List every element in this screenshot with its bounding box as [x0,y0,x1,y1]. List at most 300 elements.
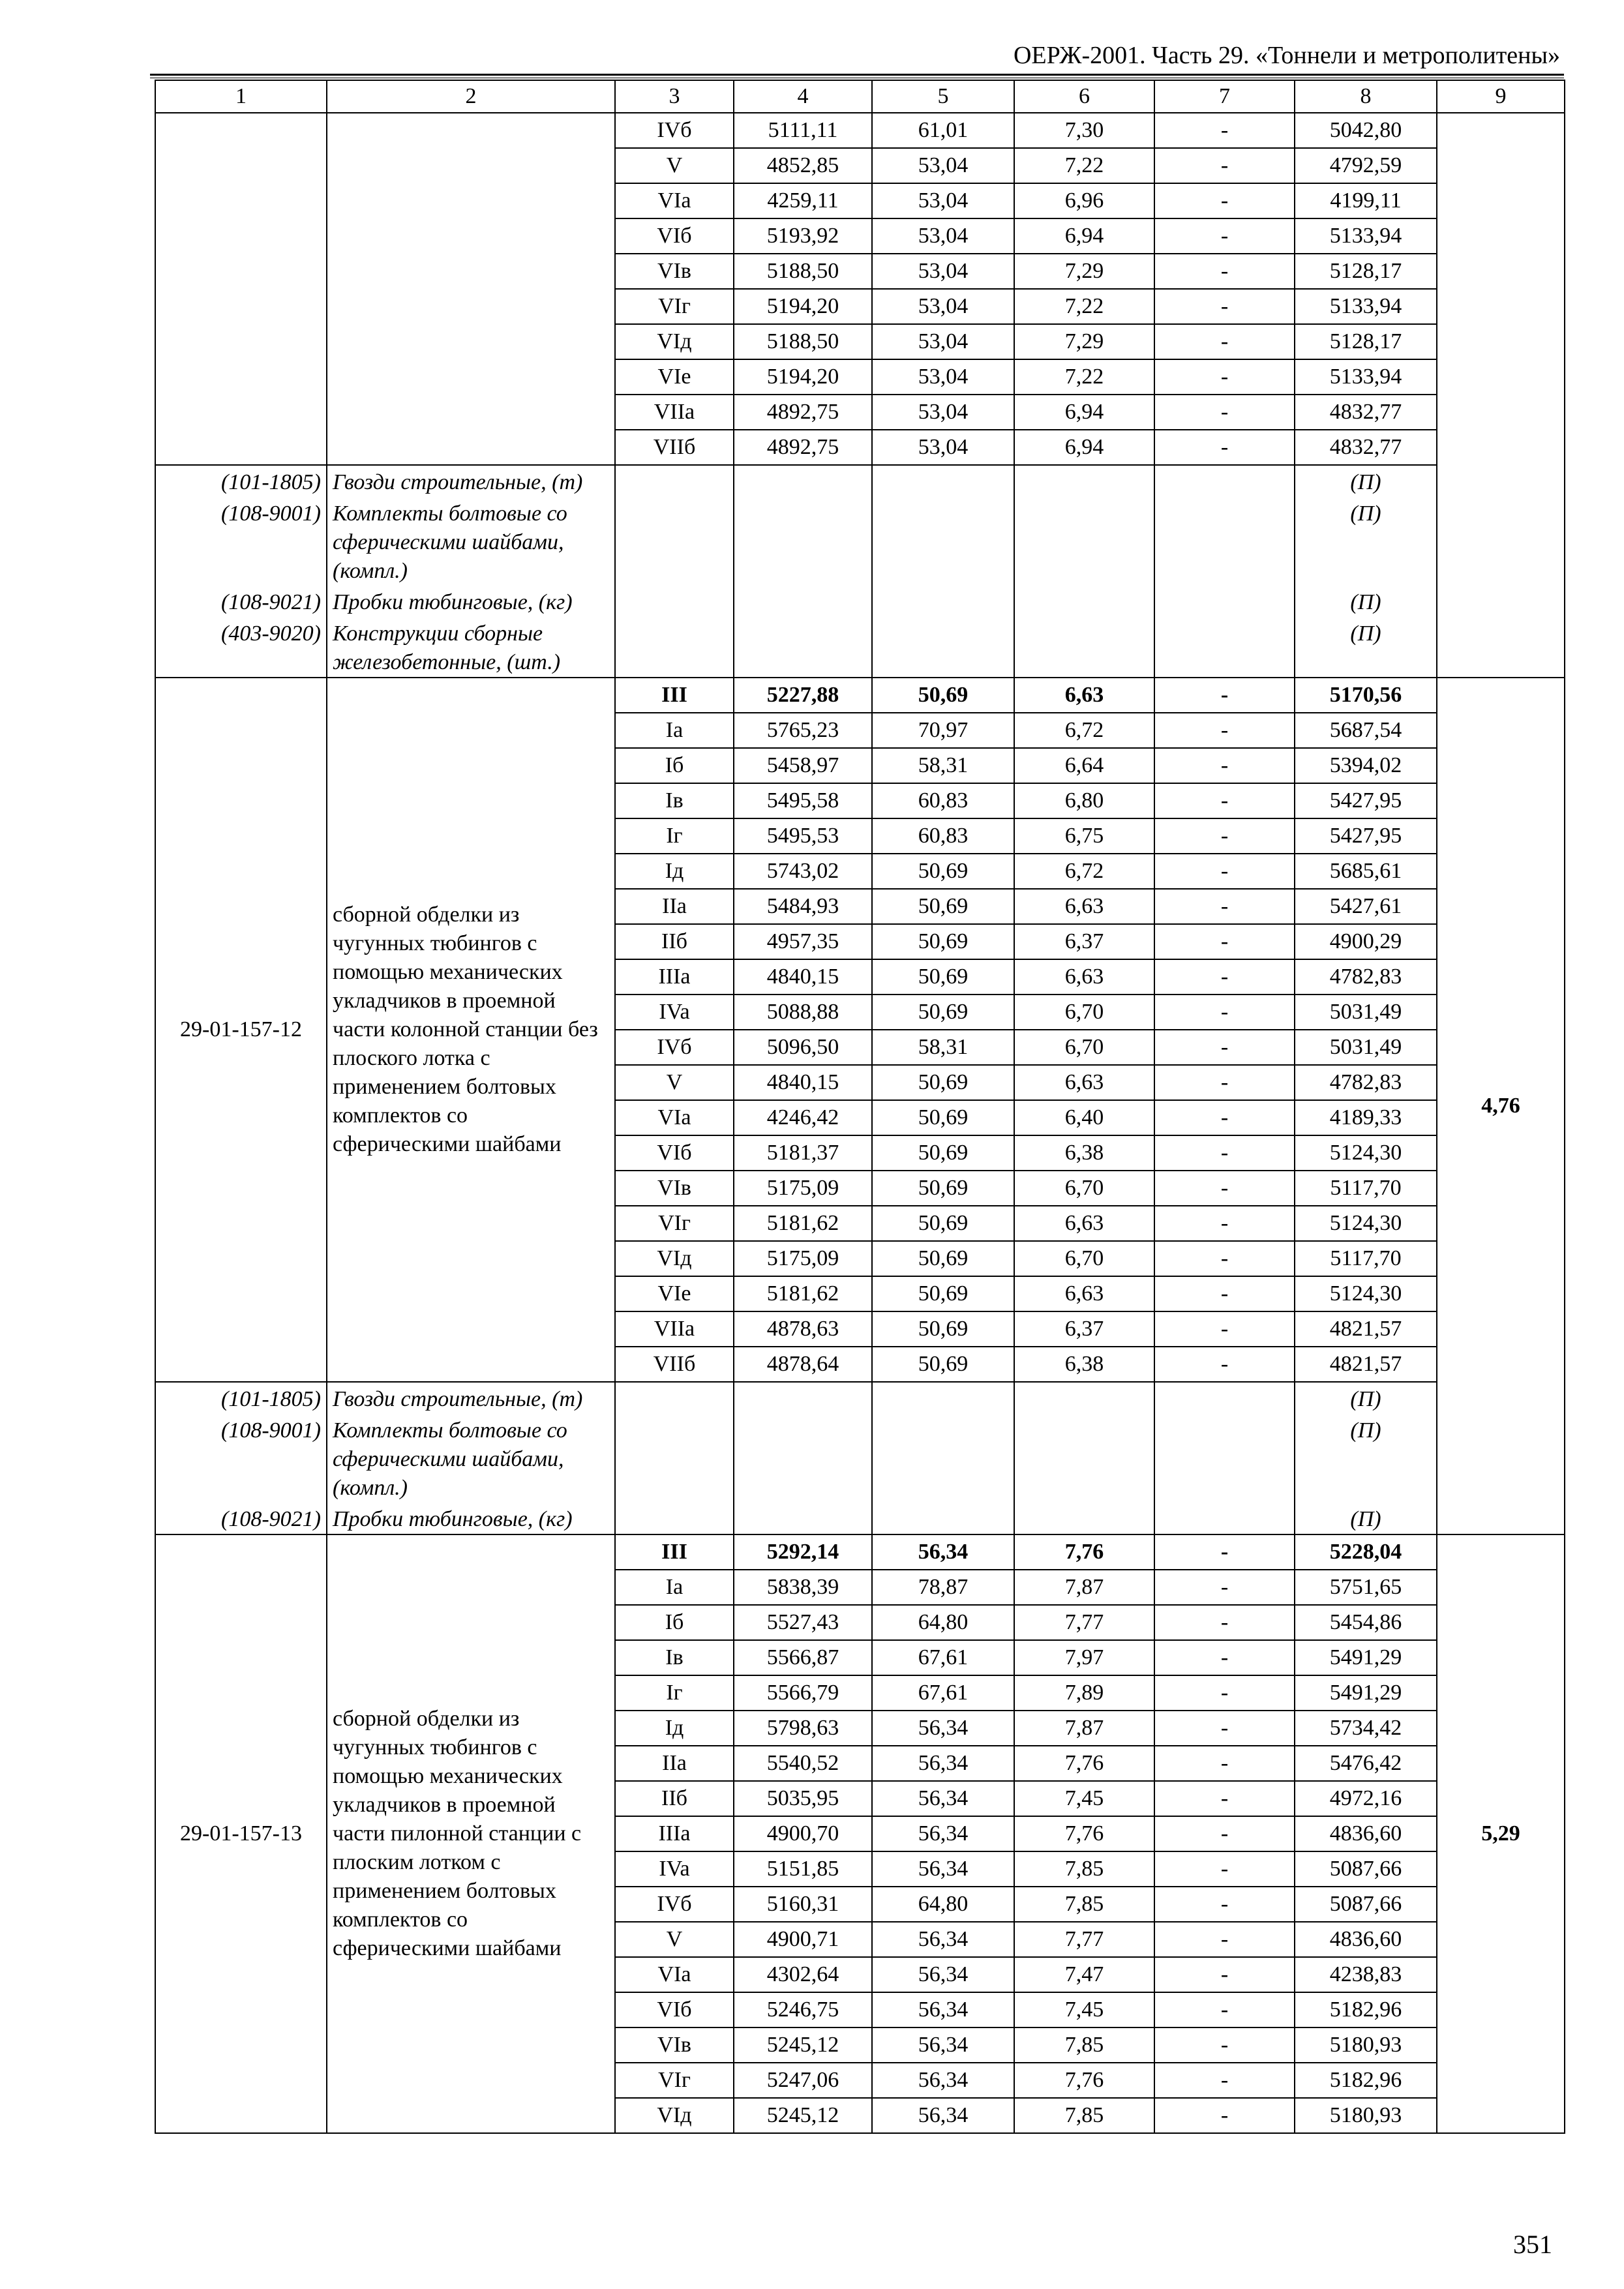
price-table [155,80,1565,2134]
materials-row [155,1382,1565,1534]
table-cell: 6,80 [1014,783,1154,818]
zone-label: IIa [615,1746,734,1781]
zone-label: IVa [615,1851,734,1887]
zone-label: Iг [615,818,734,854]
table-cell: 6,70 [1014,1030,1154,1065]
zone-label: IVa [615,995,734,1030]
table-cell: 5181,37 [734,1135,872,1171]
zone-label: V [615,148,734,183]
table-cell: 4821,57 [1295,1311,1437,1347]
table-cell: 7,47 [1014,1957,1154,1992]
table-cell: 50,69 [872,995,1014,1030]
table-cell: 60,83 [872,818,1014,854]
table-cell: 5685,61 [1295,854,1437,889]
table-cell: - [1154,783,1295,818]
table-cell: - [1154,2027,1295,2063]
table-cell: 4259,11 [734,183,872,218]
table-cell: 7,30 [1014,113,1154,148]
table-cell: 5743,02 [734,854,872,889]
table-cell: 61,01 [872,113,1014,148]
table-cell: 50,69 [872,889,1014,924]
material-name: Комплекты болтовые со сферическими шайбами, (компл.) [333,1418,567,1500]
table-cell: 5394,02 [1295,748,1437,783]
table-cell: 6,75 [1014,818,1154,854]
table-cell: 6,70 [1014,1171,1154,1206]
table-cell: - [1154,113,1295,148]
table-cell: 53,04 [872,359,1014,395]
table-cell: 5188,50 [734,254,872,289]
table-cell: - [1154,1135,1295,1171]
material-code: (108-9021) [221,590,321,614]
table-row [155,113,1565,148]
weight-cell [1437,113,1565,678]
table-cell: 60,83 [872,783,1014,818]
zone-label: VIг [615,1206,734,1241]
table-cell: 56,34 [872,1711,1014,1746]
table-cell: 50,69 [872,959,1014,995]
table-cell: 6,63 [1014,1276,1154,1311]
table-cell: 5087,66 [1295,1887,1437,1922]
table-cell: 4302,64 [734,1957,872,1992]
table-cell: 56,34 [872,1851,1014,1887]
table-cell: 5133,94 [1295,289,1437,324]
material-code: (101-1805) [221,470,321,494]
empty-cell [615,1382,734,1534]
table-cell: 56,34 [872,2063,1014,2098]
table-cell: 4792,59 [1295,148,1437,183]
table-cell: 67,61 [872,1640,1014,1675]
table-cell: 67,61 [872,1675,1014,1711]
table-cell: 4840,15 [734,1065,872,1100]
table-cell: 5188,50 [734,324,872,359]
zone-label: VIa [615,1100,734,1135]
material-code: (108-9001) [221,1418,321,1443]
table-cell: 5180,93 [1295,2027,1437,2063]
table-cell: 5227,88 [734,678,872,713]
table-cell: 64,80 [872,1605,1014,1640]
table-cell: 50,69 [872,678,1014,713]
table-cell: 6,94 [1014,395,1154,430]
table-cell: 6,63 [1014,678,1154,713]
materials-row [155,465,1565,678]
table-cell: 6,70 [1014,1241,1154,1276]
material-codes [155,465,327,678]
material-mark: (П) [1350,590,1381,614]
table-cell: 5484,93 [734,889,872,924]
empty-cell [872,1382,1014,1534]
rate-description: сборной обделки из чугунных тюбингов с помощью механических укладчиков в проемной части колонной станции без плоского лотка с применением болтовых комплектов со сферическими шайбами [327,678,615,1382]
material-marks [1295,465,1437,678]
material-code: (403-9020) [221,621,321,646]
table-cell: 4189,33 [1295,1100,1437,1135]
column-number: 7 [1154,80,1295,113]
table-cell: 5454,86 [1295,1605,1437,1640]
zone-label: Iг [615,1675,734,1711]
table-cell: 4782,83 [1295,1065,1437,1100]
table-cell: 4836,60 [1295,1922,1437,1957]
table-cell: 56,34 [872,1746,1014,1781]
table-cell: 4832,77 [1295,430,1437,465]
empty-cell [615,465,734,678]
zone-label: VIe [615,359,734,395]
table-cell: 5181,62 [734,1276,872,1311]
material-marks [1295,1382,1437,1534]
table-cell: 5111,11 [734,113,872,148]
table-cell: - [1154,324,1295,359]
table-cell: 53,04 [872,289,1014,324]
table-cell: - [1154,1171,1295,1206]
table-cell: 6,72 [1014,854,1154,889]
table-cell: 5194,20 [734,359,872,395]
table-cell: - [1154,1746,1295,1781]
table-cell: 5292,14 [734,1534,872,1570]
table-cell: 5427,95 [1295,783,1437,818]
table-cell: 50,69 [872,924,1014,959]
table-cell: - [1154,1206,1295,1241]
zone-label: VIIa [615,1311,734,1347]
empty-cell [1154,465,1295,678]
zone-label: IIIa [615,1816,734,1851]
table-cell: 5117,70 [1295,1171,1437,1206]
table-cell: - [1154,1887,1295,1922]
table-cell: 4892,75 [734,395,872,430]
zone-label: IIa [615,889,734,924]
table-cell: 5031,49 [1295,1030,1437,1065]
table-cell: 4892,75 [734,430,872,465]
table-cell: - [1154,1992,1295,2027]
table-cell: 6,63 [1014,1206,1154,1241]
table-cell: 7,85 [1014,1851,1154,1887]
table-cell: 58,31 [872,748,1014,783]
table-cell: - [1154,183,1295,218]
table-cell: 4238,83 [1295,1957,1437,1992]
zone-label: III [615,678,734,713]
table-cell: 6,72 [1014,713,1154,748]
table-cell: 7,87 [1014,1570,1154,1605]
table-cell: 7,85 [1014,1887,1154,1922]
table-cell: 53,04 [872,430,1014,465]
table-cell: - [1154,1534,1295,1570]
zone-label: VIIб [615,430,734,465]
weight-cell: 5,29 [1437,1534,1565,2133]
table-cell: 56,34 [872,1957,1014,1992]
material-mark: (П) [1350,1507,1381,1531]
material-code: (101-1805) [221,1387,321,1411]
table-cell: 6,38 [1014,1135,1154,1171]
column-number: 1 [155,80,327,113]
table-cell: 5193,92 [734,218,872,254]
table-cell: 7,29 [1014,324,1154,359]
zone-label: IIб [615,1781,734,1816]
table-cell: 7,22 [1014,289,1154,324]
table-cell: - [1154,1711,1295,1746]
zone-label: Iб [615,1605,734,1640]
table-cell: - [1154,1816,1295,1851]
table-cell: - [1154,678,1295,713]
table-cell: 5245,12 [734,2027,872,2063]
empty-cell [1014,465,1154,678]
table-cell: 50,69 [872,1311,1014,1347]
material-mark: (П) [1350,1387,1381,1411]
zone-label: III [615,1534,734,1570]
table-cell: 5096,50 [734,1030,872,1065]
zone-label: Iд [615,1711,734,1746]
table-cell: 6,37 [1014,1311,1154,1347]
table-cell: - [1154,854,1295,889]
zone-label: IVб [615,1887,734,1922]
table-cell: 4878,63 [734,1311,872,1347]
table-cell: 50,69 [872,1347,1014,1382]
page-header-title: ОЕРЖ-2001. Часть 29. «Тоннели и метрополитены» [1013,42,1560,69]
zone-label: VIe [615,1276,734,1311]
table-cell: 7,76 [1014,2063,1154,2098]
table-cell: 7,97 [1014,1640,1154,1675]
table-cell: 5246,75 [734,1992,872,2027]
table-cell: 5128,17 [1295,254,1437,289]
table-cell: 4246,42 [734,1100,872,1135]
table-cell: 5133,94 [1295,359,1437,395]
zone-label: Ia [615,713,734,748]
table-cell: 5247,06 [734,2063,872,2098]
table-cell: 7,77 [1014,1922,1154,1957]
table-cell: 5031,49 [1295,995,1437,1030]
table-cell: - [1154,713,1295,748]
table-cell: 53,04 [872,324,1014,359]
table-cell: - [1154,959,1295,995]
column-number: 5 [872,80,1014,113]
zone-label: VIб [615,218,734,254]
material-mark: (П) [1350,470,1381,494]
table-cell: 5124,30 [1295,1206,1437,1241]
table-cell: 6,63 [1014,1065,1154,1100]
table-cell: - [1154,1241,1295,1276]
table-cell: 50,69 [872,1171,1014,1206]
column-number: 6 [1014,80,1154,113]
material-mark: (П) [1350,501,1381,526]
zone-label: IIIa [615,959,734,995]
table-cell: 4821,57 [1295,1347,1437,1382]
table-cell: 56,34 [872,1534,1014,1570]
table-cell: 7,22 [1014,359,1154,395]
table-cell: 7,87 [1014,1711,1154,1746]
table-cell: 6,94 [1014,430,1154,465]
table-cell: 5124,30 [1295,1135,1437,1171]
table-cell: 5734,42 [1295,1711,1437,1746]
table-cell: 6,63 [1014,959,1154,995]
zone-label: VIв [615,2027,734,2063]
price-table-body [155,80,1565,2133]
table-cell: - [1154,1675,1295,1711]
rate-description: сборной обделки из чугунных тюбингов с помощью механических укладчиков в проемной части пилонной станции с плоским лотком с применением болтовых комплектов со сферическими шайбами [327,1534,615,2133]
rate-code [155,113,327,465]
zone-label: VIб [615,1135,734,1171]
table-cell: 5133,94 [1295,218,1437,254]
zone-label: VIг [615,289,734,324]
table-cell: 4852,85 [734,148,872,183]
table-cell: 5035,95 [734,1781,872,1816]
zone-label: Iв [615,1640,734,1675]
table-cell: - [1154,1570,1295,1605]
material-codes [155,1382,327,1534]
table-cell: 6,96 [1014,183,1154,218]
table-cell: 6,37 [1014,924,1154,959]
table-cell: - [1154,924,1295,959]
zone-label: VIa [615,183,734,218]
material-name: Гвозди строительные, (т) [333,1387,583,1411]
table-cell: 53,04 [872,254,1014,289]
table-cell: - [1154,818,1295,854]
zone-label: VIIa [615,395,734,430]
table-cell: 7,85 [1014,2098,1154,2133]
table-cell: 5495,58 [734,783,872,818]
table-cell: 4900,71 [734,1922,872,1957]
table-cell: 5838,39 [734,1570,872,1605]
weight-cell: 4,76 [1437,678,1565,1534]
table-cell: 4900,70 [734,1816,872,1851]
table-cell: - [1154,1605,1295,1640]
table-cell: 5495,53 [734,818,872,854]
empty-cell [1154,1382,1295,1534]
table-cell: 5088,88 [734,995,872,1030]
zone-label: VIв [615,254,734,289]
material-names [327,465,615,678]
table-cell: - [1154,1781,1295,1816]
table-cell: 5175,09 [734,1171,872,1206]
zone-label: V [615,1922,734,1957]
table-cell: 7,76 [1014,1746,1154,1781]
zone-label: Iв [615,783,734,818]
table-cell: 7,89 [1014,1675,1154,1711]
table-cell: - [1154,1065,1295,1100]
table-cell: - [1154,2098,1295,2133]
table-cell: 6,40 [1014,1100,1154,1135]
table-cell: 56,34 [872,1992,1014,2027]
table-cell: - [1154,148,1295,183]
zone-label: VIв [615,1171,734,1206]
table-cell: 6,94 [1014,218,1154,254]
table-cell: 5566,79 [734,1675,872,1711]
material-mark: (П) [1350,1418,1381,1443]
table-cell: 53,04 [872,218,1014,254]
table-cell: - [1154,395,1295,430]
table-cell: 4957,35 [734,924,872,959]
table-cell: - [1154,1311,1295,1347]
zone-label: Iб [615,748,734,783]
table-cell: 5117,70 [1295,1241,1437,1276]
table-cell: - [1154,1922,1295,1957]
table-cell: 6,63 [1014,889,1154,924]
material-name: Пробки тюбинговые, (кг) [333,1507,573,1531]
zone-label: Ia [615,1570,734,1605]
table-cell: - [1154,359,1295,395]
table-cell: 5245,12 [734,2098,872,2133]
table-cell: 7,76 [1014,1534,1154,1570]
table-cell: 5182,96 [1295,2063,1437,2098]
table-cell: - [1154,218,1295,254]
table-cell: 4878,64 [734,1347,872,1382]
zone-label: IVб [615,1030,734,1065]
table-cell: 56,34 [872,1816,1014,1851]
table-cell: 53,04 [872,148,1014,183]
table-row [155,678,1565,713]
table-cell: 5751,65 [1295,1570,1437,1605]
empty-cell [872,465,1014,678]
table-cell: 56,34 [872,1781,1014,1816]
table-cell: - [1154,2063,1295,2098]
table-cell: - [1154,1640,1295,1675]
page-number: 351 [1513,2230,1552,2259]
table-cell: 7,45 [1014,1781,1154,1816]
table-cell: 5798,63 [734,1711,872,1746]
table-cell: 58,31 [872,1030,1014,1065]
empty-cell [734,1382,872,1534]
table-cell: 5458,97 [734,748,872,783]
table-cell: - [1154,289,1295,324]
table-cell: 4832,77 [1295,395,1437,430]
column-number: 4 [734,80,872,113]
table-cell: 56,34 [872,1922,1014,1957]
table-cell: 50,69 [872,854,1014,889]
material-name: Гвозди строительные, (т) [333,470,583,494]
table-cell: 7,29 [1014,254,1154,289]
table-cell: 5124,30 [1295,1276,1437,1311]
table-cell: 5527,43 [734,1605,872,1640]
table-cell: 7,22 [1014,148,1154,183]
empty-cell [1014,1382,1154,1534]
material-code: (108-9001) [221,501,321,526]
material-mark: (П) [1350,621,1381,646]
table-cell: 4199,11 [1295,183,1437,218]
zone-label: IVб [615,113,734,148]
material-name: Пробки тюбинговые, (кг) [333,590,573,614]
table-cell: - [1154,254,1295,289]
material-name: Комплекты болтовые со сферическими шайбами, (компл.) [333,501,567,583]
table-cell: 5427,95 [1295,818,1437,854]
rate-code: 29-01-157-13 [155,1534,327,2133]
table-cell: - [1154,1851,1295,1887]
table-cell: 5476,42 [1295,1746,1437,1781]
column-number: 2 [327,80,615,113]
table-cell: 70,97 [872,713,1014,748]
header-rule-thick [150,74,1564,76]
table-cell: 7,77 [1014,1605,1154,1640]
table-cell: 5170,56 [1295,678,1437,713]
table-cell: 53,04 [872,395,1014,430]
column-number-row [155,80,1565,113]
table-cell: 5566,87 [734,1640,872,1675]
table-cell: 5491,29 [1295,1640,1437,1675]
table-cell: 4782,83 [1295,959,1437,995]
table-cell: 50,69 [872,1206,1014,1241]
table-cell: 5687,54 [1295,713,1437,748]
table-cell: 50,69 [872,1241,1014,1276]
table-cell: 64,80 [872,1887,1014,1922]
zone-label: VIг [615,2063,734,2098]
zone-label: IIб [615,924,734,959]
table-cell: 50,69 [872,1276,1014,1311]
table-cell: 5181,62 [734,1206,872,1241]
zone-label: VIд [615,324,734,359]
table-cell: 4840,15 [734,959,872,995]
column-number: 3 [615,80,734,113]
table-cell: - [1154,1347,1295,1382]
empty-cell [734,465,872,678]
table-cell: 5180,93 [1295,2098,1437,2133]
table-cell: 5194,20 [734,289,872,324]
column-number: 9 [1437,80,1565,113]
table-cell: 50,69 [872,1100,1014,1135]
zone-label: VIa [615,1957,734,1992]
